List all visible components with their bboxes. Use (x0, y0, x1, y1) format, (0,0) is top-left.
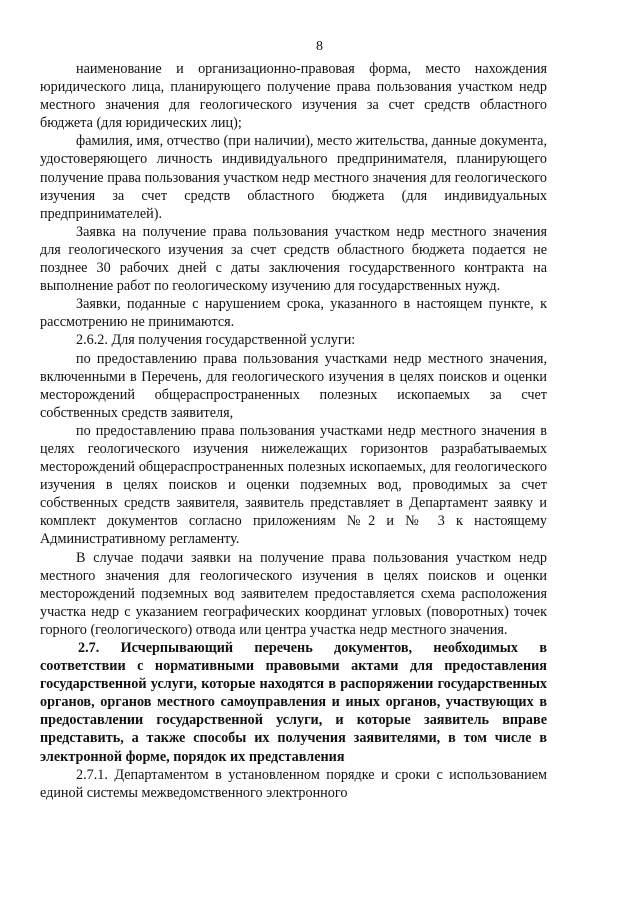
paragraph-2-6-2: 2.6.2. Для получения государственной услуги: (76, 332, 356, 349)
paragraph-groundwater-scheme: В случае подачи заявки на получение права пользования участком недр местного значения для геологического изучения в целях поисков и оценки месторождений подземных вод заявителем предоставляется схема расположения участка недр с указанием географических координат угловых (поворотных) точек горного (геологического) отвода или центра участка недр местного значения. (40, 549, 547, 638)
paragraph-application-deadline: Заявка на получение права пользования участком недр местного значения для геологического изучения за счет средств областного бюджета подается не позднее 30 рабочих дней с даты заключения государственного контракта на выполнение работ по геологическому изучению для государственных нужд. (40, 223, 547, 295)
paragraph-listed-areas: по предоставлению права пользования участками недр местного значения, включенными в Перечень, для геологического изучения в целях поисков и оценки месторождений общераспространенных полезных ископаемых за счет собственных средств заявителя, (40, 350, 547, 421)
page-number: 8 (316, 39, 323, 54)
paragraph-late-applications: Заявки, поданные с нарушением срока, указанного в настоящем пункте, к рассмотрению не принимаются. (40, 296, 547, 331)
paragraph-individual: фамилия, имя, отчество (при наличии), место жительства, данные документа, удостоверяющего личность индивидуального предпринимателя, планирующего получение права пользования участком недр местного значения для геологического изучения за счет средств областного бюджета (для индивидуальных предпринимателей). (40, 133, 547, 222)
document-body (40, 60, 547, 802)
section-heading-2-7: 2.7. Исчерпывающий перечень документов, необходимых в соответствии с нормативными правовыми актами для предоставления государственной услуги, которые находятся в распоряжении государственных органов, органов местного самоуправления и иных органов, участвующих в предоставлении государственной услуги, и которые заявитель вправе представить, а также способы их получения заявителями, в том числе в электронной форме, порядок их представления (40, 640, 547, 765)
paragraph-2-7-1: 2.7.1. Департаментом в установленном порядке и сроки с использованием единой системы межведомственного электронного (40, 766, 547, 801)
paragraph-underlying-horizons: по предоставлению права пользования участками недр местного значения в целях геологического изучения нижележащих горизонтов разрабатываемых месторождений общераспространенных полезных ископаемых, для геологического изучения в целях поисков и оценки подземных вод, проводимых за счет собственных средств заявителя, заявитель представляет в Департамент заявку и комплект документов согласно приложениям №2 и № 3 к настоящему Административному регламенту. (40, 422, 547, 548)
paragraph-legal-entity: наименование и организационно-правовая форма, место нахождения юридического лица, планирующего получение права пользования участком недр местного значения для геологического изучения за счет средств областного бюджета (для юридических лиц); (40, 61, 547, 132)
